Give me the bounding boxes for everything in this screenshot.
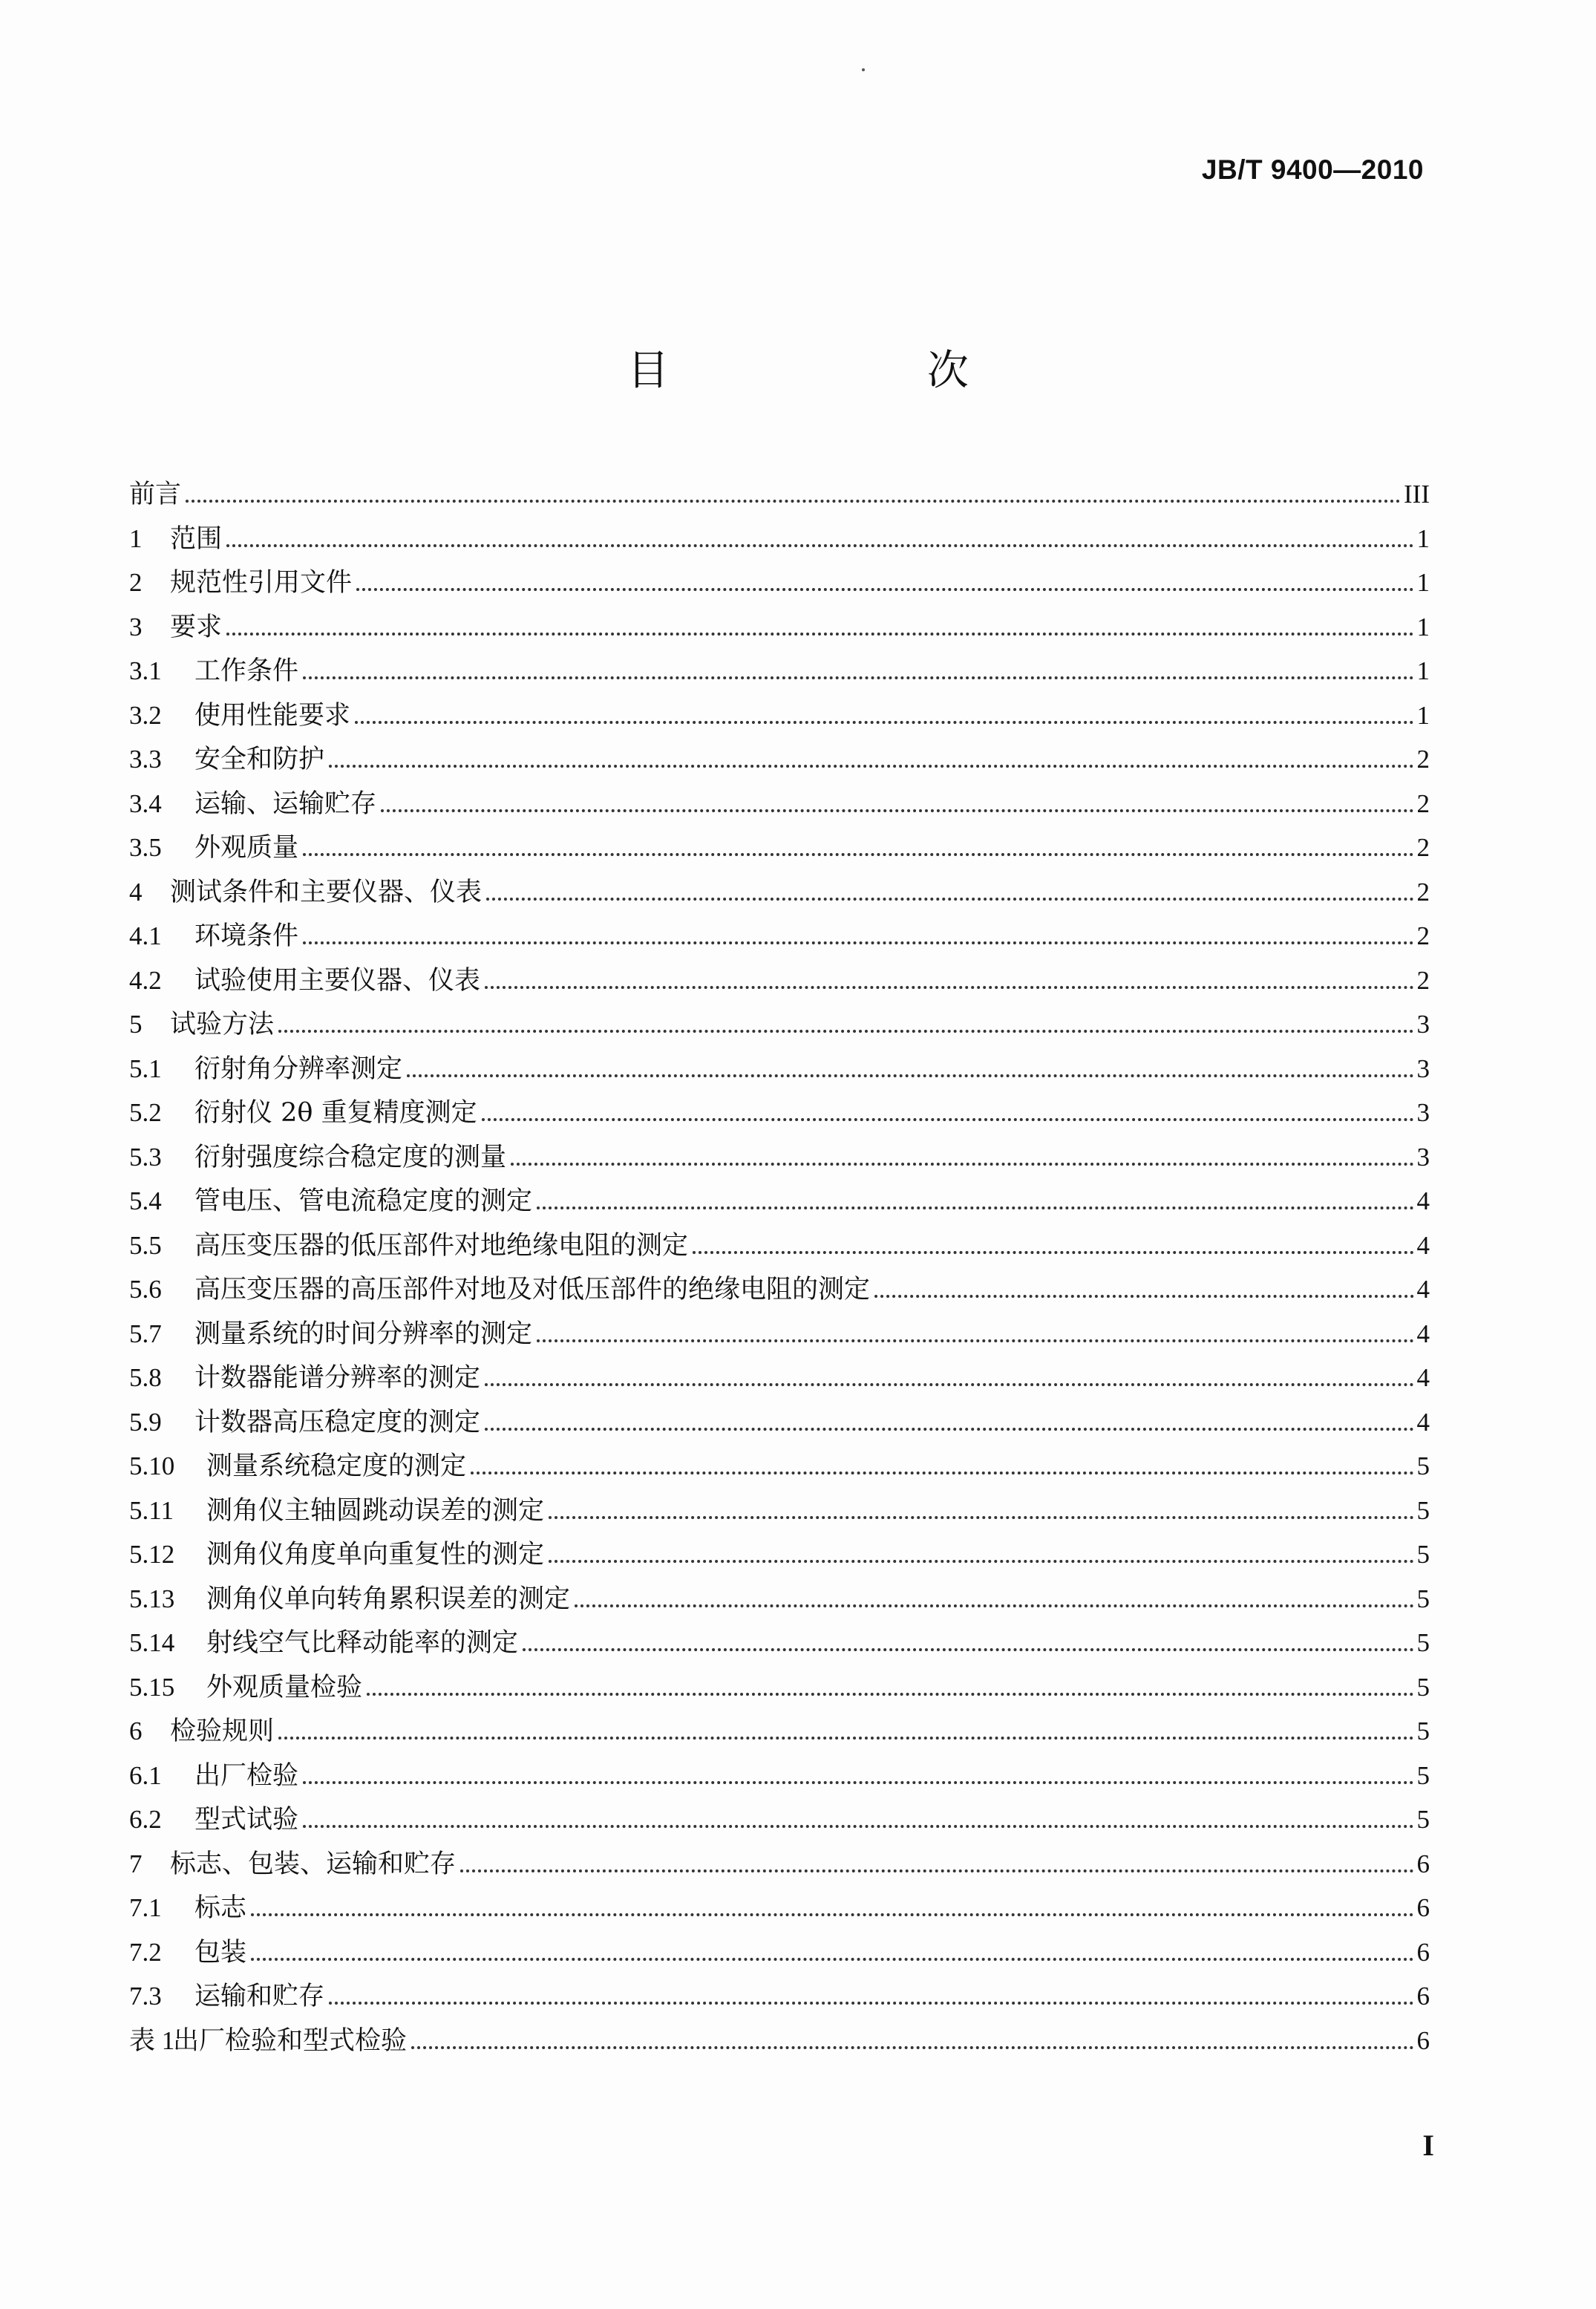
page-number: I: [1422, 2129, 1434, 2162]
toc-dot-leader: [485, 986, 1413, 989]
toc-entry[interactable]: [129, 517, 1430, 561]
toc-entry-page: 4: [1416, 1275, 1430, 1304]
toc-entry-number: 5.7: [129, 1319, 162, 1348]
toc-entry-page: 5: [1416, 1451, 1430, 1480]
toc-entry-number: 5: [129, 1010, 143, 1039]
toc-entry[interactable]: [129, 1842, 1430, 1887]
toc-entry-page: 5: [1416, 1540, 1430, 1569]
toc-entry-title: 检验规则: [170, 1717, 275, 1746]
toc-entry[interactable]: [129, 1224, 1430, 1268]
toc-entry-page: 2: [1416, 877, 1430, 907]
document-code: JB/T 9400—2010: [1201, 154, 1424, 185]
scan-speck: [862, 68, 865, 71]
toc-entry-title: 计数器能谱分辨率的测定: [194, 1363, 481, 1393]
toc-dot-leader: [549, 1560, 1413, 1563]
toc-entry-number: 3.1: [129, 656, 162, 685]
toc-dot-leader: [355, 721, 1413, 724]
toc-entry-title: 使用性能要求: [194, 700, 351, 731]
toc-entry-title: 出厂检验和型式检验: [173, 2025, 408, 2056]
toc-dot-leader: [278, 1737, 1413, 1740]
toc-entry-page: 3: [1416, 1142, 1430, 1172]
toc-entry-page: 1: [1416, 612, 1430, 641]
toc-entry-title: 衍射仪 2θ 重复精度测定: [194, 1098, 477, 1128]
toc-entry-page: 6: [1416, 2025, 1430, 2055]
toc-entry-title: 高压变压器的高压部件对地及对低压部件的绝缘电阻的测定: [194, 1275, 871, 1304]
toc-entry-title: 前言: [129, 480, 182, 509]
toc-entry[interactable]: [129, 826, 1430, 870]
toc-entry-page: 6: [1416, 1937, 1430, 1967]
toc-entry-title: 型式试验: [194, 1805, 299, 1835]
toc-entry-number: 4: [129, 877, 143, 907]
toc-entry[interactable]: [129, 870, 1430, 915]
toc-entry-title: 管电压、管电流稳定度的测定: [194, 1186, 533, 1216]
toc-entry-title: 包装: [194, 1937, 247, 1967]
toc-entry[interactable]: [129, 1047, 1430, 1091]
toc-entry-page: 4: [1416, 1407, 1430, 1437]
toc-entry[interactable]: [129, 693, 1430, 738]
toc-entry[interactable]: [129, 1974, 1430, 2019]
toc-dot-leader: [482, 1118, 1414, 1121]
toc-entry[interactable]: [129, 1709, 1430, 1754]
toc-entry-title: 试验方法: [170, 1010, 275, 1039]
toc-dot-leader: [251, 1913, 1413, 1916]
toc-entry-number: 4.2: [129, 965, 162, 995]
toc-entry-title: 测试条件和主要仪器、仪表: [170, 877, 483, 907]
toc-dot-leader: [303, 676, 1413, 679]
toc-entry-page: 6: [1416, 1982, 1430, 2011]
toc-entry-title: 衍射强度综合稳定度的测量: [194, 1142, 507, 1172]
toc-entry[interactable]: [129, 1179, 1430, 1224]
toc-entry[interactable]: [129, 1754, 1430, 1798]
toc-entry-number: 4.1: [129, 921, 162, 950]
toc-entry-title: 运输和贮存: [194, 1982, 325, 2011]
toc-entry-page: 5: [1416, 1495, 1430, 1525]
toc-entry-page: 1: [1416, 523, 1430, 553]
toc-entry[interactable]: [129, 1797, 1430, 1842]
toc-entry[interactable]: [129, 1886, 1430, 1930]
toc-dot-leader: [381, 809, 1413, 812]
toc-entry-page: 3: [1416, 1054, 1430, 1083]
toc-dot-leader: [486, 898, 1413, 901]
toc-entry[interactable]: [129, 782, 1430, 826]
toc-entry-title: 射线空气比释动能率的测定: [206, 1628, 519, 1658]
toc-entry-number: 7.3: [129, 1982, 162, 2011]
toc-dot-leader: [411, 2046, 1413, 2049]
toc-entry[interactable]: [129, 737, 1430, 782]
toc-entry-page: 2: [1416, 833, 1430, 862]
toc-entry-number: 5.4: [129, 1186, 162, 1215]
toc-entry[interactable]: [129, 958, 1430, 1003]
toc-entry-title: 范围: [170, 523, 223, 554]
toc-entry-title: 要求: [170, 612, 223, 642]
toc-entry-page: 2: [1416, 921, 1430, 950]
toc-entry-title: 测角仪主轴圆跳动误差的测定: [206, 1495, 545, 1526]
toc-entry-page: 3: [1416, 1010, 1430, 1039]
toc-dot-leader: [226, 633, 1413, 636]
toc-entry-page: 5: [1416, 1672, 1430, 1702]
toc-entry[interactable]: [129, 1312, 1430, 1356]
toc-entry-number: 7.2: [129, 1937, 162, 1967]
toc-entry[interactable]: [129, 1091, 1430, 1135]
toc-entry-page: 4: [1416, 1363, 1430, 1392]
toc-entry[interactable]: [129, 1356, 1430, 1400]
toc-dot-leader: [460, 1869, 1413, 1872]
toc-dot-leader: [523, 1648, 1413, 1651]
toc-dot-leader: [471, 1472, 1413, 1474]
toc-entry-page: 5: [1416, 1584, 1430, 1613]
toc-dot-leader: [278, 1030, 1413, 1033]
toc-entry-title: 环境条件: [194, 921, 299, 951]
toc-entry-page: 1: [1416, 568, 1430, 597]
toc-entry-title: 标志: [194, 1893, 247, 1923]
toc-dot-leader: [303, 853, 1413, 856]
toc-dot-leader: [485, 1428, 1413, 1431]
toc-entry-page: 5: [1416, 1760, 1430, 1790]
toc-entry-page: III: [1404, 480, 1430, 509]
toc-dot-leader: [329, 765, 1413, 768]
toc-entry-number: 5.12: [129, 1540, 175, 1569]
toc-entry-number: 5.10: [129, 1451, 175, 1480]
toc-entry-number: 5.9: [129, 1407, 162, 1437]
toc-dot-leader: [693, 1251, 1413, 1254]
toc-entry[interactable]: [129, 1621, 1430, 1665]
toc-entry-title: 运输、运输贮存: [194, 788, 377, 819]
toc-entry-title: 工作条件: [194, 656, 299, 686]
toc-entry-page: 6: [1416, 1893, 1430, 1922]
table-of-contents: [129, 472, 1430, 2063]
toc-entry-title: 标志、包装、运输和贮存: [170, 1849, 457, 1879]
toc-title: 目 次: [627, 347, 1050, 395]
toc-entry-number: 3.5: [129, 833, 162, 862]
toc-entry-title: 规范性引用文件: [170, 568, 353, 598]
toc-entry-page: 1: [1416, 656, 1430, 685]
toc-dot-leader: [874, 1295, 1413, 1298]
toc-entry-title: 测角仪单向转角累积误差的测定: [206, 1584, 571, 1614]
toc-dot-leader: [226, 544, 1413, 547]
toc-entry-page: 6: [1416, 1849, 1430, 1878]
toc-dot-leader: [303, 1825, 1413, 1828]
toc-entry[interactable]: [129, 1532, 1430, 1577]
toc-entry[interactable]: [129, 1002, 1430, 1047]
toc-entry[interactable]: [129, 1489, 1430, 1533]
toc-entry-number: 3.4: [129, 788, 162, 818]
toc-entry-number: 6.2: [129, 1805, 162, 1834]
toc-entry-title: 测角仪角度单向重复性的测定: [206, 1540, 545, 1570]
toc-entry-number: 5.14: [129, 1628, 175, 1657]
toc-entry-title: 外观质量: [194, 833, 299, 863]
toc-entry[interactable]: [129, 1665, 1430, 1710]
toc-dot-leader: [303, 1781, 1413, 1784]
toc-dot-leader: [303, 941, 1413, 944]
toc-entry-number: 6: [129, 1717, 143, 1745]
toc-entry-number: 5.13: [129, 1584, 175, 1613]
toc-entry-number: 表 1: [129, 2025, 175, 2055]
toc-dot-leader: [251, 1958, 1413, 1961]
toc-dot-leader: [485, 1383, 1413, 1386]
toc-entry-number: 5.3: [129, 1142, 162, 1172]
toc-entry[interactable]: [129, 1400, 1430, 1445]
toc-entry-number: 7: [129, 1849, 143, 1878]
toc-entry[interactable]: [129, 2019, 1430, 2063]
toc-dot-leader: [537, 1206, 1413, 1209]
toc-dot-leader: [575, 1604, 1413, 1607]
toc-entry[interactable]: [129, 605, 1430, 650]
toc-entry-number: 3.2: [129, 700, 162, 730]
toc-entry[interactable]: [129, 914, 1430, 958]
toc-entry-number: 5.11: [129, 1495, 174, 1525]
toc-entry-number: 5.2: [129, 1098, 162, 1127]
toc-entry-title: 衍射角分辨率测定: [194, 1054, 403, 1084]
toc-entry-title: 测量系统的时间分辨率的测定: [194, 1319, 533, 1349]
toc-entry[interactable]: [129, 472, 1430, 517]
toc-entry-title: 安全和防护: [194, 745, 325, 774]
toc-entry-page: 5: [1416, 1805, 1430, 1834]
toc-entry[interactable]: [129, 1135, 1430, 1180]
toc-entry-page: 2: [1416, 965, 1430, 995]
toc-entry-number: 7.1: [129, 1893, 162, 1922]
toc-entry[interactable]: [129, 649, 1430, 693]
toc-entry-title: 高压变压器的低压部件对地绝缘电阻的测定: [194, 1230, 689, 1261]
toc-entry[interactable]: [129, 1930, 1430, 1975]
toc-entry[interactable]: [129, 1577, 1430, 1621]
toc-dot-leader: [356, 588, 1413, 591]
toc-dot-leader: [329, 2002, 1413, 2005]
toc-entry-number: 3.3: [129, 745, 162, 774]
toc-dot-leader: [407, 1074, 1413, 1077]
toc-entry-number: 2: [129, 568, 143, 597]
toc-entry-number: 6.1: [129, 1760, 162, 1790]
toc-entry-page: 4: [1416, 1230, 1430, 1260]
toc-dot-leader: [511, 1163, 1413, 1166]
toc-entry-title: 试验使用主要仪器、仪表: [194, 965, 481, 996]
toc-entry[interactable]: [129, 561, 1430, 605]
toc-entry-page: 4: [1416, 1319, 1430, 1348]
toc-entry-title: 计数器高压稳定度的测定: [194, 1407, 481, 1437]
toc-entry-page: 2: [1416, 788, 1430, 818]
toc-entry-title: 外观质量检验: [206, 1672, 363, 1702]
toc-entry[interactable]: [129, 1444, 1430, 1489]
toc-dot-leader: [549, 1516, 1413, 1519]
toc-entry[interactable]: [129, 1267, 1430, 1312]
toc-entry-number: 5.5: [129, 1230, 162, 1260]
toc-entry-number: 3: [129, 612, 143, 641]
toc-entry-number: 5.6: [129, 1275, 162, 1304]
toc-entry-page: 4: [1416, 1186, 1430, 1215]
toc-dot-leader: [367, 1693, 1413, 1696]
toc-entry-title: 测量系统稳定度的测定: [206, 1451, 467, 1481]
toc-entry-number: 1: [129, 523, 143, 553]
toc-entry-page: 1: [1416, 700, 1430, 730]
toc-entry-number: 5.1: [129, 1054, 162, 1083]
toc-entry-title: 出厂检验: [194, 1760, 299, 1791]
toc-entry-page: 3: [1416, 1098, 1430, 1127]
toc-entry-page: 2: [1416, 745, 1430, 774]
toc-entry-page: 5: [1416, 1717, 1430, 1745]
toc-entry-page: 5: [1416, 1628, 1430, 1657]
toc-dot-leader: [537, 1339, 1413, 1342]
toc-dot-leader: [186, 500, 1401, 503]
toc-entry-number: 5.8: [129, 1363, 162, 1392]
toc-entry-number: 5.15: [129, 1672, 175, 1702]
